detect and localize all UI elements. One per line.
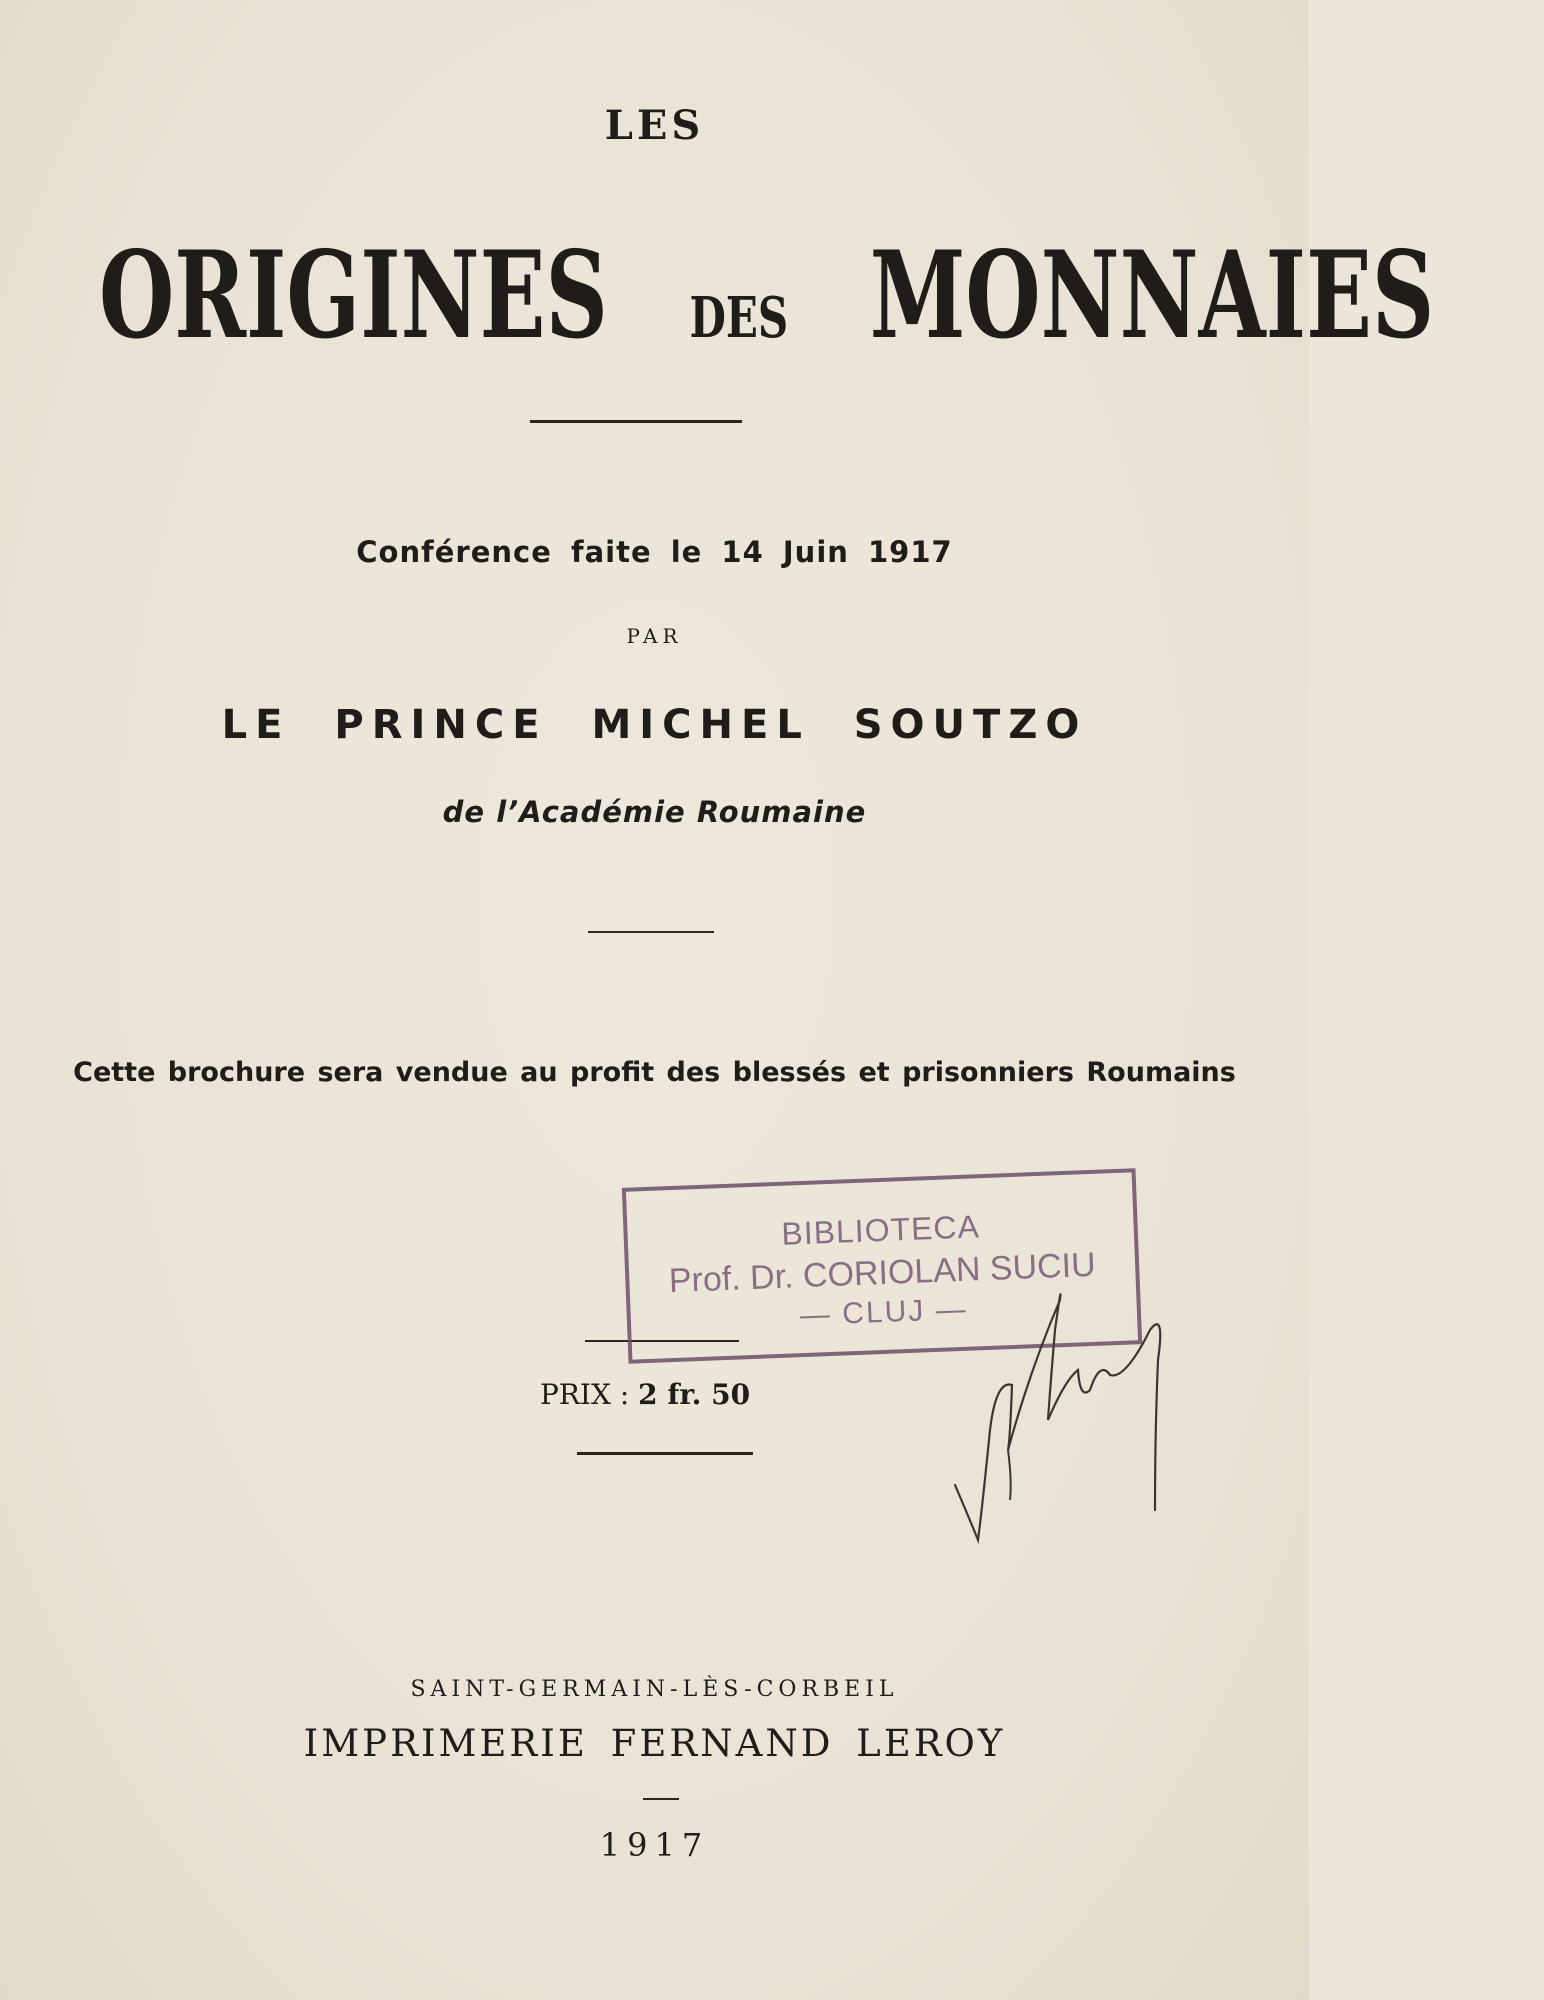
title-word-origines: ORIGINES bbox=[98, 225, 608, 366]
price-label: PRIX : bbox=[540, 1378, 630, 1411]
title-word-des: DES bbox=[689, 285, 788, 351]
stamp-line-city: — CLUJ — bbox=[799, 1292, 969, 1333]
divider-rule-price-bottom bbox=[577, 1452, 753, 1455]
price-value: 2 fr. 50 bbox=[638, 1378, 751, 1411]
divider-rule-top bbox=[530, 420, 742, 423]
title-word-monnaies: MONNAIES bbox=[869, 225, 1435, 366]
stamp-line-owner: Prof. Dr. CORIOLAN SUCIU bbox=[668, 1245, 1097, 1301]
charity-note: Cette brochure sera vendue au profit des blessés et prisonniers Roumains bbox=[73, 1057, 1236, 1088]
par-label: PAR bbox=[626, 624, 683, 648]
price-line bbox=[540, 1378, 750, 1411]
handwritten-signature bbox=[950, 1270, 1210, 1540]
divider-dash-bottom bbox=[643, 1798, 679, 1800]
author-name: LE PRINCE MICHEL SOUTZO bbox=[221, 702, 1088, 748]
stamp-line-library: BIBLIOTECA bbox=[780, 1208, 981, 1252]
pretitle: LES bbox=[604, 102, 705, 149]
author-affiliation: de l’Académie Roumaine bbox=[442, 795, 867, 829]
divider-rule-middle bbox=[588, 931, 714, 933]
conference-line: Conférence faite le 14 Juin 1917 bbox=[356, 535, 953, 569]
printer-name: IMPRIMERIE FERNAND LEROY bbox=[303, 1722, 1006, 1765]
publication-year: 1917 bbox=[599, 1826, 710, 1864]
print-location: SAINT-GERMAIN-LÈS-CORBEIL bbox=[410, 1677, 899, 1702]
main-title bbox=[0, 225, 1435, 388]
